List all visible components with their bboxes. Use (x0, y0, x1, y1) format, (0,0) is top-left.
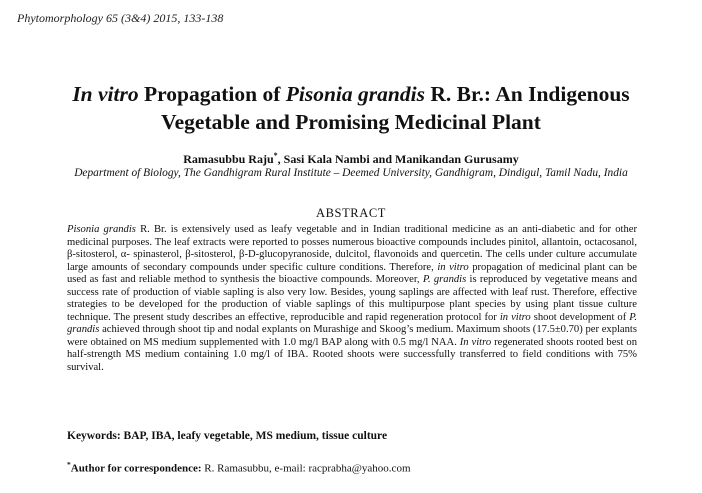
correspondence-label: Author for correspondence: (70, 462, 202, 475)
abstract-invitro-1: in vitro (437, 261, 469, 273)
journal-name: Phytomorphology (17, 11, 103, 25)
abstract-species-2: P. grandis (422, 274, 467, 285)
abstract-text-1: R. Br. is extensively used as leafy vegetable and in Indian traditional medicine as an anti-diabetic and for other medicinal purposes. The leaf extracts were reported to posses numerous bioactive compounds includes pinitol, allantoin, octacosanol, β-sitosterol, α- spinasterol, β-sitosterol, β-D-glucopyranoside, dulcitol, flavonoids and quercetin. The cells under culture accumulate large amounts of secondary compounds under specific culture conditions. Therefore, (67, 224, 637, 273)
abstract-invitro-2: in vitro (499, 311, 531, 323)
abstract-text-2: propagation of medicinal plant can be used as fast and reliable method to synthesis the bioactive compounds. Moreover, (67, 261, 637, 285)
abstract-body (67, 224, 637, 374)
correspondence-note (67, 460, 411, 475)
paper-title (20, 80, 682, 136)
journal-citation (17, 11, 223, 26)
corresponding-mark: * (273, 151, 278, 160)
correspondence-text: R. Ramasubbu, e-mail: racprabha@yahoo.com (201, 462, 411, 475)
abstract-species-3: P. grandis (67, 311, 638, 335)
author-others: , Sasi Kala Nambi and Manikandan Gurusamy (277, 152, 519, 166)
journal-volume-pages: 65 (3&4) 2015, 133-138 (106, 11, 224, 25)
abstract-invitro-3: In vitro (459, 336, 492, 348)
abstract-heading: ABSTRACT (315, 206, 387, 220)
affiliation: Department of Biology, The Gandhigram Rural Institute – Deemed University, Gandhigram, Dindigul, Tamil Nadu, India (74, 167, 628, 179)
abstract-text-6: regenerated shoots rooted best on half-strength MS medium containing 1.0 mg/l of IBA. Rooted shoots were successfully transferred to field conditions with 75% survival. (67, 336, 637, 373)
abstract-text-5: achieved through shoot tip and nodal explants on Murashige and Skoog’s medium. Maximum shoots (17.5±0.70) per explants were obtained on MS medium supplemented with 1.0 mg/l BAP along with 0.5 mg/l NAA. (67, 324, 637, 348)
abstract-species-1: Pisonia grandis (67, 224, 136, 235)
abstract-text-4: shoot development of (530, 311, 630, 323)
author-list (20, 151, 682, 167)
keywords: Keywords: BAP, IBA, leafy vegetable, MS medium, tissue culture (67, 430, 388, 442)
title-rest-line1: R. Br.: An Indigenous (424, 82, 630, 106)
abstract-text-3: is reproduced by vegetative means and success rate of production of viable sapling is also very low. Besides, young saplings are affected with leaf rust. Therefore, effective strategies to be developed for the production of viable saplings of this multipurpose plant species by using plant tissue culture technique. The present study describes an effective, reproducible and rapid regeneration protocol for (67, 274, 637, 323)
title-line2: Vegetable and Promising Medicinal Plant (161, 110, 541, 134)
title-species: Pisonia grandis (285, 82, 425, 106)
title-invitro: In vitro (72, 82, 139, 106)
correspondence-mark: * (67, 460, 71, 469)
author-primary: Ramasubbu Raju (183, 152, 274, 166)
title-propagation-of: Propagation of (138, 82, 286, 106)
